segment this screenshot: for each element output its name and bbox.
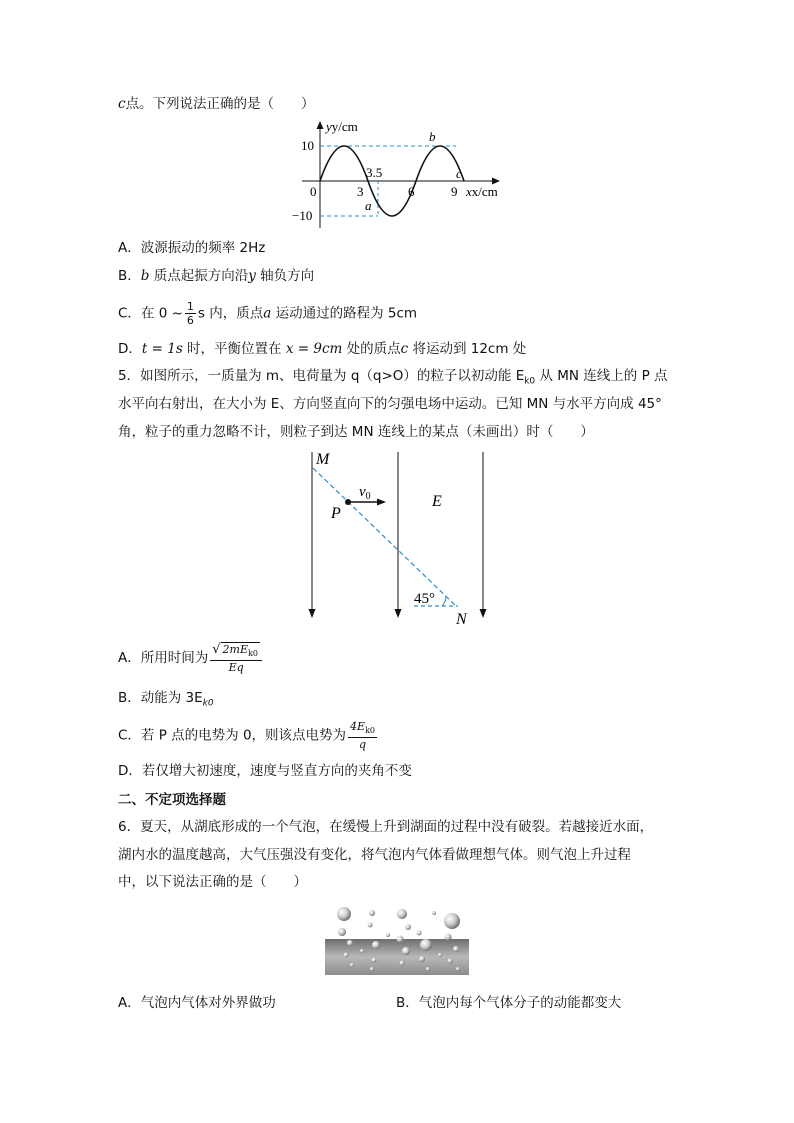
label-p: P <box>331 505 341 522</box>
var-c: c <box>118 96 126 112</box>
label-angle: 45° <box>414 591 435 607</box>
q5-c-num-sub: k0 <box>365 726 375 736</box>
v0-text: v <box>359 484 366 500</box>
section-heading: 二、不定项选择题 <box>118 792 226 808</box>
q5-a-num-text: 2mE <box>222 643 249 656</box>
q4-intro-text: 点。下列说法正确的是（ ） <box>125 96 315 112</box>
q5-line1-sub: k0 <box>524 376 536 387</box>
q5-a-den: Eq <box>228 661 244 675</box>
q4-b-var2: y <box>248 268 256 284</box>
q5-a-num-sub: k0 <box>248 649 258 659</box>
q4-d-pre: D． <box>118 341 142 357</box>
q4-d-mid1: 时，平衡位置在 <box>182 341 286 357</box>
field-arrow-1 <box>309 609 316 618</box>
q4-d-x: x = 9cm <box>285 341 343 357</box>
velocity-arrowhead <box>377 499 386 506</box>
bubbles-figure <box>322 905 472 977</box>
q6-stem-line3: 中，以下说法正确的是（ ） <box>118 874 307 890</box>
field-arrow-2 <box>395 609 402 618</box>
q6-stem-line2: 湖内水的温度越高，大气压强没有变化，将气泡内气体看做理想气体。则气泡上升过程 <box>118 847 631 863</box>
x-tick-6: 6 <box>408 184 415 199</box>
x-tick-9: 9 <box>451 184 458 199</box>
q5-option-d: D．若仅增大初速度，速度与竖直方向的夹角不变 <box>118 763 412 779</box>
q5-a-fraction <box>210 642 262 674</box>
q4-d-post: 将运动到 12cm 处 <box>408 341 527 357</box>
point-a-label: a <box>365 198 372 213</box>
q4-d-t: t = 1s <box>141 341 183 357</box>
q4-option-d <box>118 339 526 359</box>
q4-b-var1: b <box>140 268 150 284</box>
label-v0 <box>359 484 371 502</box>
label-n: N <box>456 611 467 628</box>
q5-line1-text: 5．如图所示，一质量为 m、电荷量为 q（q>O）的粒子以初动能 E <box>118 368 525 384</box>
q5-c-den: q <box>358 738 367 752</box>
v0-sub: 0 <box>365 491 371 502</box>
x-tick-3: 3 <box>357 184 364 199</box>
q4-c-mid: s 内，质点 <box>197 305 264 322</box>
q5-option-c <box>118 720 379 751</box>
point-c-label: c <box>456 166 462 181</box>
label-e: E <box>432 493 442 510</box>
q4-b-post: 轴负方向 <box>255 268 315 284</box>
q4-c-den: 6 <box>186 314 194 327</box>
q5-c-fraction <box>348 720 377 751</box>
q5-line1-tail: 从 MN 连线上的 P 点 <box>535 368 668 384</box>
x-axis-label-text: x/cm <box>471 184 498 199</box>
q4-option-a: A．波源振动的频率 2Hz <box>118 240 266 256</box>
q4-b-pre: B． <box>118 268 141 284</box>
q4-d-var: c <box>400 341 409 357</box>
q6-option-a: A．气泡内气体对外界做功 <box>118 995 276 1011</box>
q6-stem-line1: 6．夏天，从湖底形成的一个气泡，在缓慢上升到湖面的过程中没有破裂。若越接近水面， <box>118 819 654 835</box>
q4-c-post: 运动通过的路程为 5cm <box>271 305 418 322</box>
q5-option-b <box>118 688 214 714</box>
q4-c-fraction <box>185 300 196 327</box>
label-m: M <box>316 451 330 468</box>
q5-c-pre: C．若 P 点的电势为 0，则该点电势为 <box>118 727 347 744</box>
y-tick-10: 10 <box>301 138 314 153</box>
angle-arc <box>442 596 446 606</box>
x-tick-3-5: 3.5 <box>366 165 383 180</box>
q5-a-num: √ $2mE_{k0}$ <box>210 642 262 661</box>
mn-line <box>313 468 456 606</box>
q5-stem-line3: 角，粒子的重力忽略不计，则粒子到达 MN 连线上的某点（未画出）时（ ） <box>118 424 594 440</box>
q4-d-mid2: 处的质点 <box>342 341 401 357</box>
origin-label: 0 <box>310 184 317 199</box>
field-arrow-3 <box>480 609 487 618</box>
q5-c-num <box>348 720 377 738</box>
y-axis-label: yy/cm <box>326 119 358 134</box>
q4-option-b <box>118 266 314 286</box>
point-b-label: b <box>429 129 436 144</box>
q6-option-b: B．气泡内每个气体分子的动能都变大 <box>396 995 622 1011</box>
q5-stem-line1 <box>118 366 668 392</box>
q4-option-c <box>118 300 417 327</box>
q4-c-pre: C．在 0 ~ <box>118 305 183 322</box>
q5-stem-line2: 水平向右射出，在大小为 E、方向竖直向下的匀强电场中运动。已知 MN 与水平方向成 45° <box>118 396 662 412</box>
q4-b-mid: 质点起振方向沿 <box>149 268 249 284</box>
q4-c-var: a <box>263 305 272 322</box>
q4-intro-tail <box>118 94 315 114</box>
y-axis-arrow <box>317 121 324 129</box>
q5-a-pre: A．所用时间为 <box>118 650 209 667</box>
wave-figure <box>290 118 510 233</box>
q5-b-pre: B．动能为 3E <box>118 690 203 706</box>
field-figure <box>296 446 506 630</box>
q4-c-num: 1 <box>186 300 194 313</box>
y-axis-label-text: y/cm <box>331 119 358 134</box>
q5-c-num-text: 4E <box>350 720 366 733</box>
x-axis-label: xx/cm <box>466 184 498 199</box>
q5-b-sub: k0 <box>202 698 214 709</box>
q5-option-a <box>118 642 264 674</box>
y-tick-neg10: −10 <box>292 208 313 223</box>
